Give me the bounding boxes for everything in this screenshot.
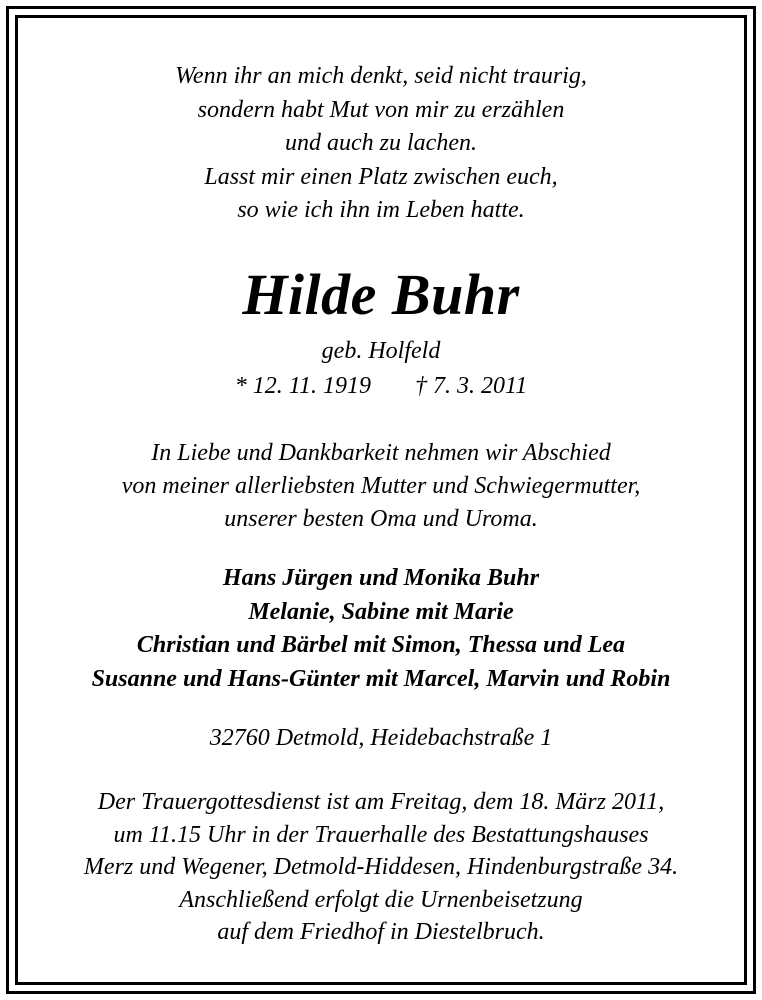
- poem-line: so wie ich ihn im Leben hatte.: [237, 197, 525, 223]
- poem-line: und auch zu lachen.: [285, 130, 477, 156]
- birth-name: geb. Holfeld: [321, 338, 441, 364]
- family-address: 32760 Detmold, Heidebachstraße 1: [209, 725, 553, 751]
- obituary-notice: [18, 18, 744, 982]
- farewell-line: unserer besten Oma und Uroma.: [224, 506, 538, 532]
- mourner-line: Hans Jürgen und Monika Buhr: [222, 565, 540, 591]
- mourners-list: [18, 562, 744, 696]
- poem-line: Lasst mir einen Platz zwischen euch,: [204, 163, 558, 190]
- farewell-text: [18, 437, 744, 536]
- mourner-line: Christian und Bärbel mit Simon, Thessa und Lea: [136, 632, 626, 658]
- farewell-line: In Liebe und Dankbarkeit nehmen wir Abschied: [151, 440, 611, 466]
- service-line: auf dem Friedhof in Diestelbruch.: [217, 919, 545, 945]
- poem-line: Wenn ihr an mich denkt, seid nicht traurig,: [175, 63, 587, 89]
- funeral-service-info: [18, 786, 744, 949]
- mourner-line: Susanne und Hans-Günter mit Marcel, Marvin und Robin: [91, 665, 671, 692]
- service-line: Merz und Wegener, Detmold-Hiddesen, Hindenburgstraße 34.: [83, 854, 679, 880]
- life-dates: [18, 370, 744, 403]
- mourner-line: Melanie, Sabine mit Marie: [248, 598, 514, 625]
- deceased-name: Hilde Buhr: [242, 262, 520, 327]
- memorial-poem: [18, 60, 744, 228]
- service-line: Anschließend erfolgt die Urnenbeisetzung: [179, 886, 583, 913]
- farewell-line: von meiner allerliebsten Mutter und Schwiegermutter,: [121, 473, 641, 499]
- service-line: um 11.15 Uhr in der Trauerhalle des Bestattungshauses: [113, 821, 649, 848]
- service-line: Der Trauergottesdienst ist am Freitag, dem 18. März 2011,: [97, 789, 665, 815]
- death-date: † 7. 3. 2011: [415, 373, 528, 399]
- poem-line: sondern habt Mut von mir zu erzählen: [197, 96, 565, 123]
- birth-date: * 12. 11. 1919: [234, 373, 371, 399]
